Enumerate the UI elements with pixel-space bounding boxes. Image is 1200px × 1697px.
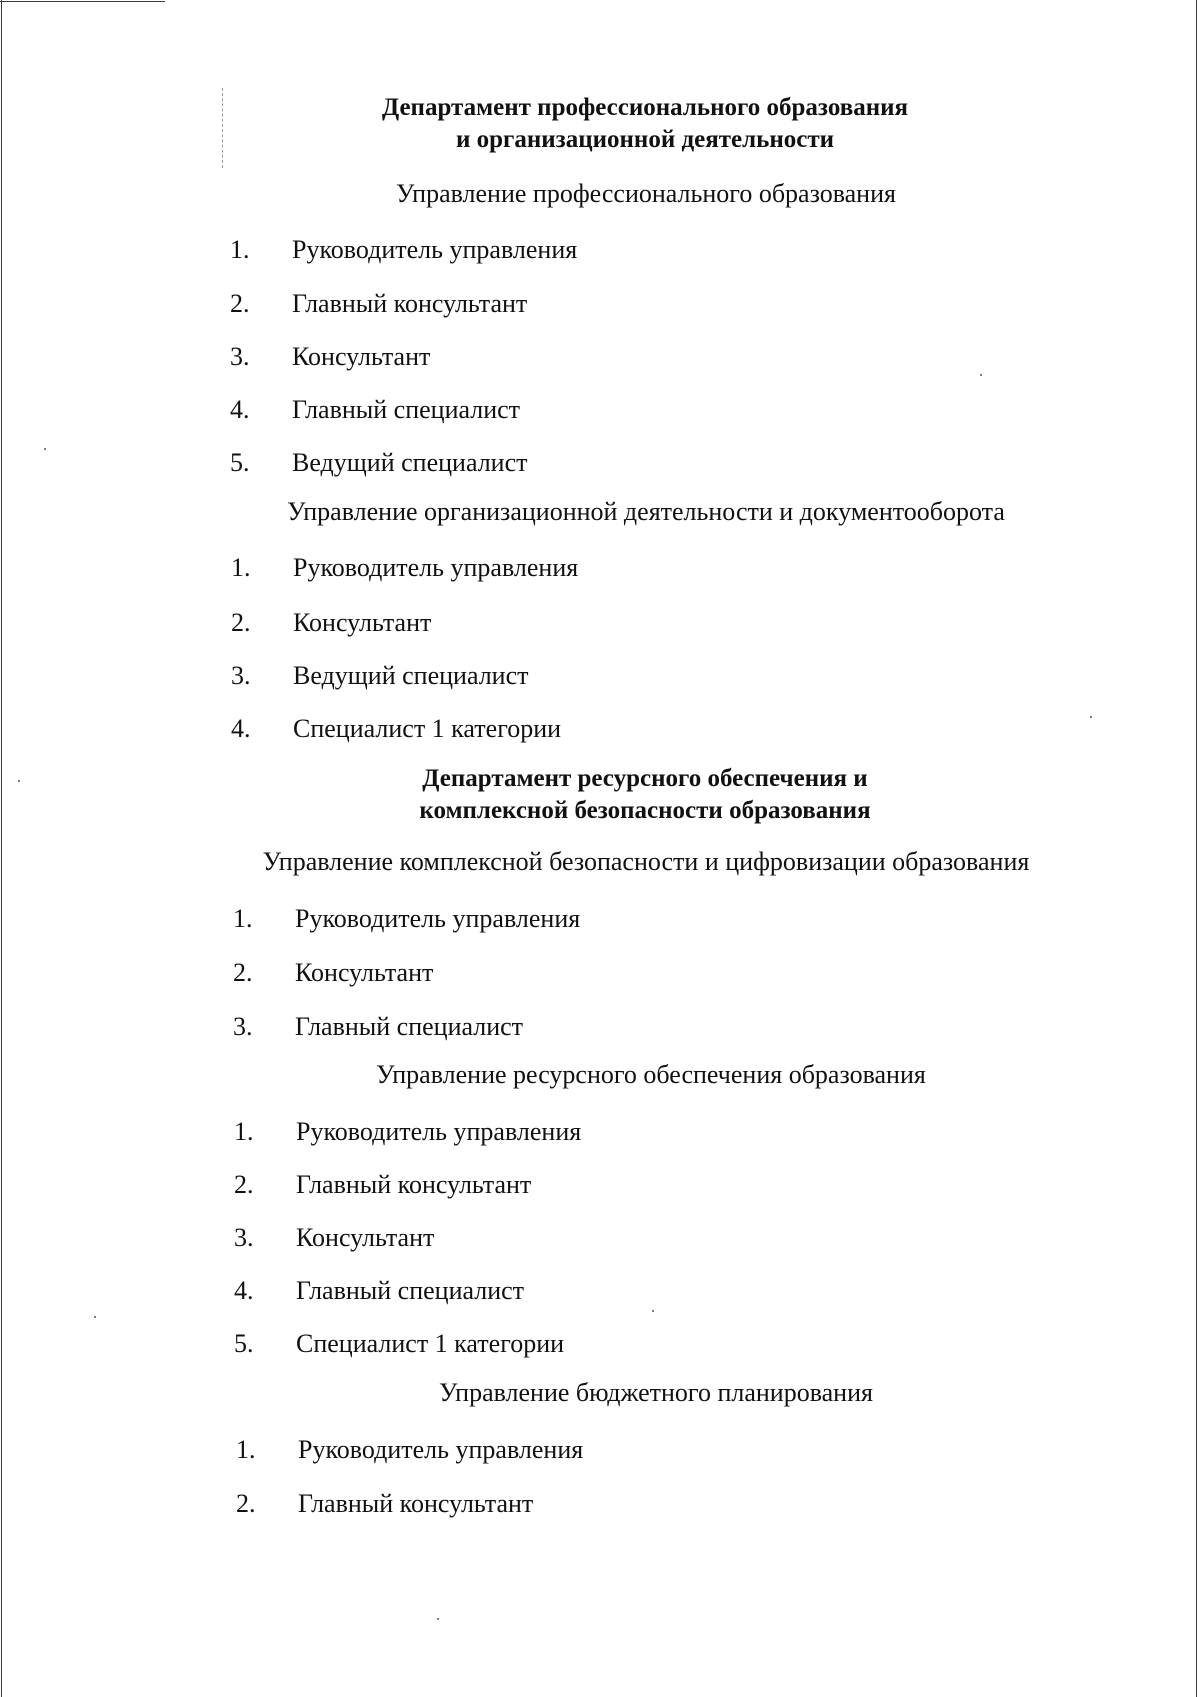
list-item-text: Главный консультант [296,1170,532,1199]
list-item-text: Руководитель управления [298,1435,584,1464]
list-item-number: 1. [234,1117,254,1146]
department-title-line: и организационной деятельности [455,126,835,153]
department-title-line: Департамент профессионального образования [381,94,909,121]
list-item-text: Консультант [296,1223,435,1252]
list-item-number: 5. [234,1329,254,1358]
list-item-number: 2. [231,608,251,637]
list-item-number: 4. [234,1276,254,1305]
list-item-number: 4. [231,714,251,743]
list-item-text: Главный специалист [295,1012,524,1041]
list-item-text: Главный специалист [292,395,521,424]
list-item-text: Специалист 1 категории [293,714,562,743]
scan-speck [94,1316,96,1318]
list-item-number: 1. [230,235,250,264]
list-item-number: 1. [236,1435,256,1464]
list-item-number: 2. [236,1489,256,1518]
list-item-text: Специалист 1 категории [296,1329,565,1358]
section-title: Управление организационной деятельности и документооборота [287,497,1005,526]
list-item-text: Руководитель управления [293,553,579,582]
list-item-number: 3. [231,661,251,690]
list-item-text: Руководитель управления [292,235,578,264]
list-item-text: Главный специалист [296,1276,525,1305]
list-item-text: Консультант [293,608,432,637]
list-item-text: Главный консультант [292,289,528,318]
list-item-number: 3. [234,1223,254,1252]
list-item-text: Консультант [295,958,434,987]
list-item-number: 4. [230,395,250,424]
list-item-number: 2. [234,1170,254,1199]
scan-speck [980,374,982,376]
list-item-text: Руководитель управления [296,1117,582,1146]
scan-speck [652,1310,654,1312]
department-title [0,763,1200,827]
section-title: Управление ресурсного обеспечения образования [376,1060,926,1089]
department-title-line: комплексной безопасности образования [419,797,871,824]
list-item-number: 1. [233,904,253,933]
list-item-number: 3. [233,1012,253,1041]
section-title: Управление бюджетного планирования [439,1378,873,1407]
list-item-number: 2. [233,958,253,987]
scan-border-top [0,1,165,2]
scan-speck [437,1618,439,1620]
scan-speck [1090,716,1092,718]
list-item-number: 2. [230,289,250,318]
list-item-text: Главный консультант [298,1489,534,1518]
scan-speck [44,448,46,450]
list-item-text: Консультант [292,342,431,371]
list-item-number: 3. [230,342,250,371]
section-title: Управление профессионального образования [396,179,896,208]
section-title: Управление комплексной безопасности и цифровизации образования [262,847,1030,876]
department-title-line: Департамент ресурсного обеспечения и [422,765,868,792]
list-item-text: Ведущий специалист [292,448,528,477]
list-item-text: Ведущий специалист [293,661,529,690]
list-item-text: Руководитель управления [295,904,581,933]
department-title [0,92,1200,156]
list-item-number: 5. [230,448,250,477]
list-item-number: 1. [231,553,251,582]
